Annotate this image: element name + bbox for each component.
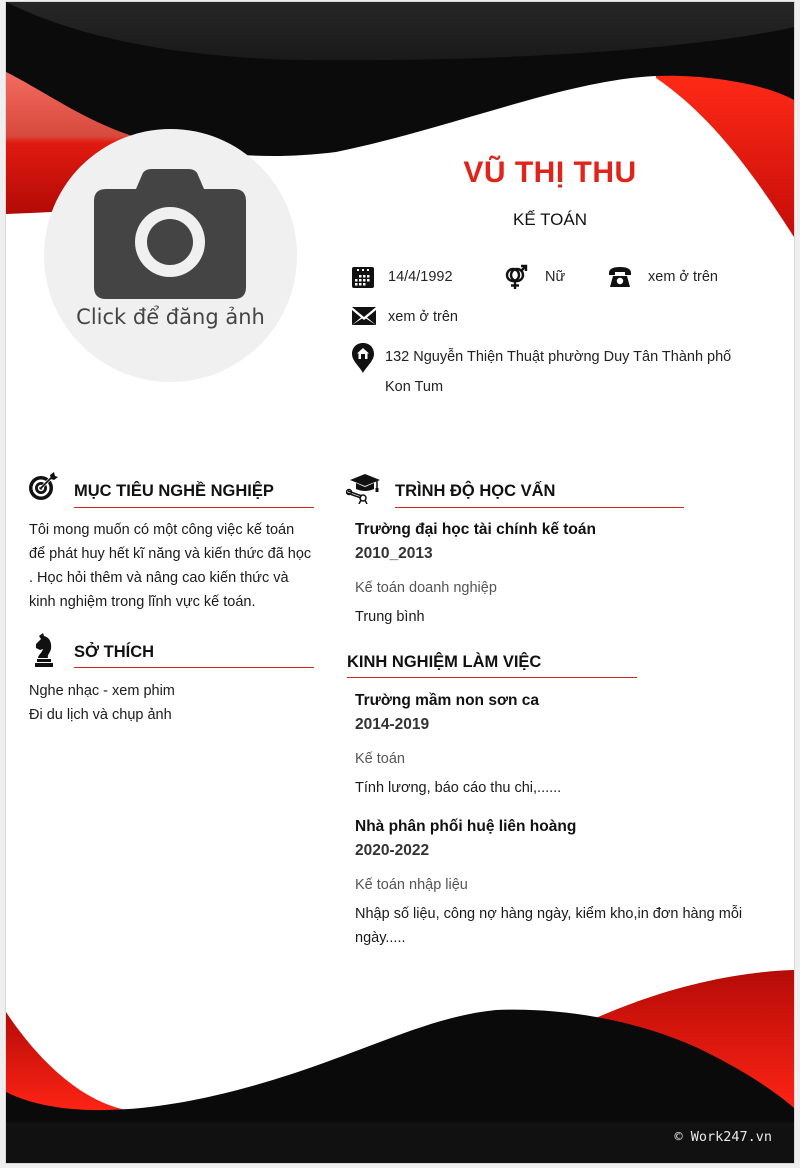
footer-brand: © Work247.vn — [674, 1129, 772, 1145]
experience-position[interactable]: Kế toán nhập liệu — [355, 877, 468, 893]
hobbies-divider — [74, 667, 314, 668]
camera-icon — [94, 167, 246, 299]
education-years[interactable]: 2010_2013 — [355, 545, 433, 562]
hobby-item: Nghe nhạc - xem phim — [29, 683, 175, 699]
candidate-name[interactable]: VŨ THỊ THU — [463, 156, 637, 189]
address-line-1[interactable]: 132 Nguyễn Thiện Thuật phường Duy Tân Thành phố — [385, 349, 732, 365]
company-name[interactable]: Nhà phân phối huệ liên hoàng — [355, 818, 577, 835]
phone-icon — [608, 266, 632, 288]
avatar-upload[interactable] — [44, 129, 297, 382]
experience-title: KINH NGHIỆM LÀM VIỆC — [347, 653, 542, 671]
envelope-icon — [352, 307, 376, 325]
target-icon — [28, 472, 58, 502]
avatar-caption: Click để đăng ảnh — [76, 305, 265, 329]
gender-value[interactable]: Nữ — [545, 269, 566, 285]
calendar-icon — [352, 266, 374, 288]
experience-description[interactable]: Nhập số liệu, công nợ hàng ngày, kiểm kho,in đơn hàng mỗi ngày..... — [355, 906, 743, 946]
education-divider — [395, 507, 684, 508]
experience-description[interactable]: Tính lương, báo cáo thu chi,...... — [355, 780, 562, 796]
experience-divider — [347, 677, 637, 678]
hobbies-title: SỞ THÍCH — [74, 643, 155, 661]
objective-title: MỤC TIÊU NGHỀ NGHIỆP — [74, 482, 274, 500]
email-value[interactable]: xem ở trên — [388, 309, 458, 325]
education-grade[interactable]: Trung bình — [355, 609, 425, 625]
objective-divider — [74, 507, 314, 508]
address-line-2[interactable]: Kon Tum — [385, 379, 444, 395]
cv-page — [6, 2, 794, 1163]
experience-position[interactable]: Kế toán — [355, 751, 405, 767]
graduation-cap-icon — [346, 474, 380, 504]
phone-value[interactable]: xem ở trên — [648, 269, 718, 285]
hobby-item: Đi du lịch và chụp ảnh — [29, 707, 172, 723]
location-home-icon — [352, 343, 374, 373]
chess-knight-icon — [33, 633, 55, 667]
school-name[interactable]: Trường đại học tài chính kế toán — [355, 521, 596, 538]
objective-text[interactable]: Tôi mong muốn có một công việc kế toán để phát huy hết kĩ năng và kiến thức đã học . Học hỏi thêm và nâng cao kiến thức và kinh nghiệm trong lĩnh vực kế toán. — [29, 522, 312, 610]
hobbies-list[interactable] — [29, 679, 329, 727]
company-name[interactable]: Trường mầm non sơn ca — [355, 692, 539, 709]
education-title: TRÌNH ĐỘ HỌC VẤN — [395, 482, 556, 500]
gender-icon — [504, 264, 528, 290]
education-major[interactable]: Kế toán doanh nghiệp — [355, 580, 497, 596]
experience-years[interactable]: 2014-2019 — [355, 716, 430, 733]
birthday-value[interactable]: 14/4/1992 — [388, 269, 453, 285]
job-title[interactable]: KẾ TOÁN — [512, 210, 587, 229]
experience-years[interactable]: 2020-2022 — [355, 842, 430, 859]
